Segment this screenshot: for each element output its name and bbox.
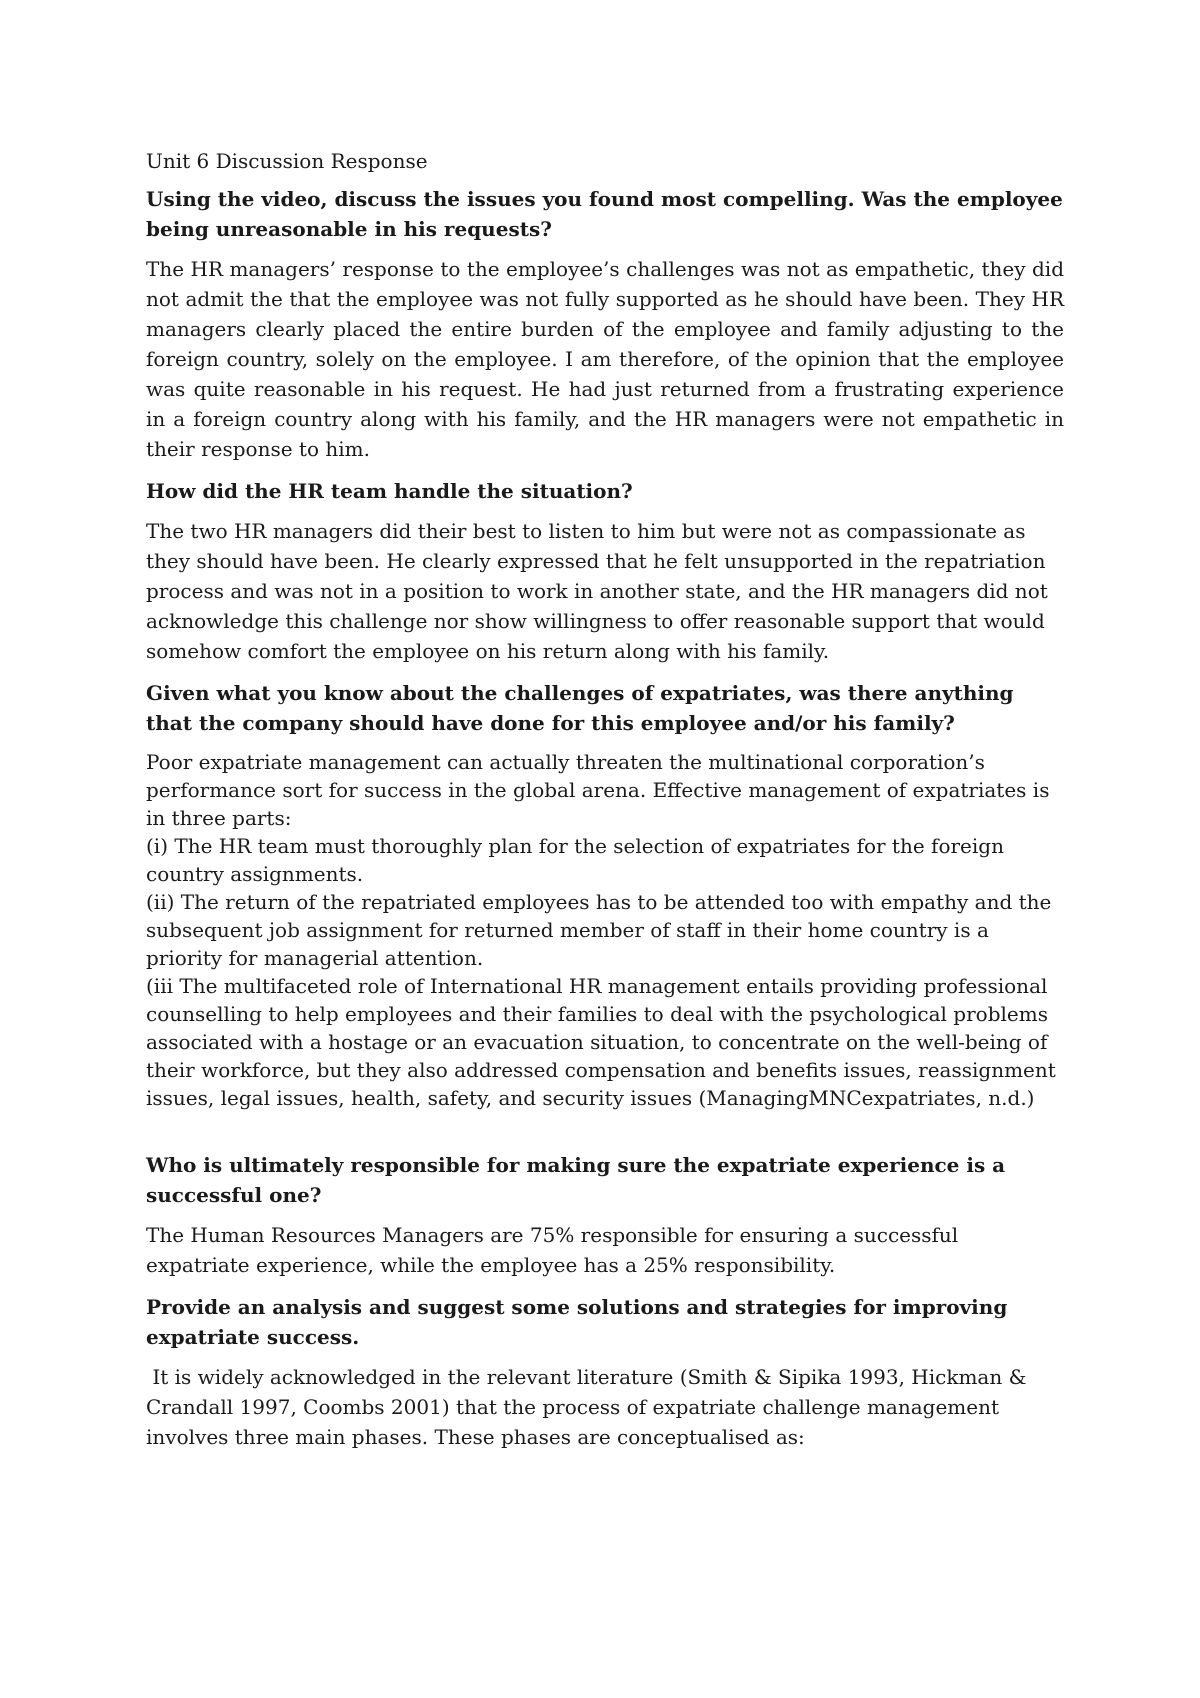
- answer-3-point-2: (ii) The return of the repatriated employees has to be attended too with empathy and the subsequent job assignment for returned member of staff in their home country is a priority for managerial attention.: [146, 890, 1052, 970]
- answer-1: The HR managers’ response to the employee’s challenges was not as empathetic, they did not admit the that the employee was not fully supported as he should have been. They HR managers clearly placed the entire burden of the employee and family adjusting to the foreign country, solely on the employee. I am therefore, of the opinion that the employee was quite reasonable in his request. He had just returned from a frustrating experience in a foreign country along with his family, and the HR managers were not empathetic in their response to him.: [146, 257, 1064, 461]
- answer-3-point-1: (i) The HR team must thoroughly plan for the selection of expatriates for the foreign country assignments.: [146, 834, 1004, 886]
- question-4: Who is ultimately responsible for making sure the expatriate experience is a successful one?: [146, 1153, 1006, 1207]
- answer-3: [146, 748, 1064, 1112]
- answer-3-intro: Poor expatriate management can actually threaten the multinational corporation’s performance sort for success in the global arena. Effective management of expatriates is in three parts:: [146, 750, 1050, 830]
- document-page: [146, 146, 1064, 1464]
- question-5: Provide an analysis and suggest some solutions and strategies for improving expatriate success.: [146, 1295, 1008, 1349]
- answer-2: The two HR managers did their best to listen to him but were not as compassionate as they should have been. He clearly expressed that he felt unsupported in the repatriation process and was not in a position to work in another state, and the HR managers did not acknowledge this challenge nor show willingness to offer reasonable support that would somehow comfort the employee on his return along with his family.: [146, 519, 1048, 663]
- question-2: How did the HR team handle the situation?: [146, 479, 633, 503]
- question-3: Given what you know about the challenges of expatriates, was there anything that the company should have done for this employee and/or his family?: [146, 681, 1014, 735]
- answer-4: The Human Resources Managers are 75% responsible for ensuring a successful expatriate experience, while the employee has a 25% responsibility.: [146, 1223, 959, 1277]
- question-1: Using the video, discuss the issues you found most compelling. Was the employee being unreasonable in his requests?: [146, 187, 1063, 241]
- answer-3-point-3: (iii The multifaceted role of International HR management entails providing professional counselling to help employees and their families to deal with the psychological problems associated with a hostage or an evacuation situation, to concentrate on the well-being of their workforce, but they also addressed compensation and benefits issues, reassignment issues, legal issues, health, safety, and security issues (ManagingMNCexpatriates, n.d.): [146, 974, 1056, 1110]
- document-title: Unit 6 Discussion Response: [146, 149, 428, 173]
- answer-5: It is widely acknowledged in the relevant literature (Smith & Sipika 1993, Hickman & Crandall 1997, Coombs 2001) that the process of expatriate challenge management involves three main phases. These phases are conceptualised as:: [146, 1365, 1033, 1449]
